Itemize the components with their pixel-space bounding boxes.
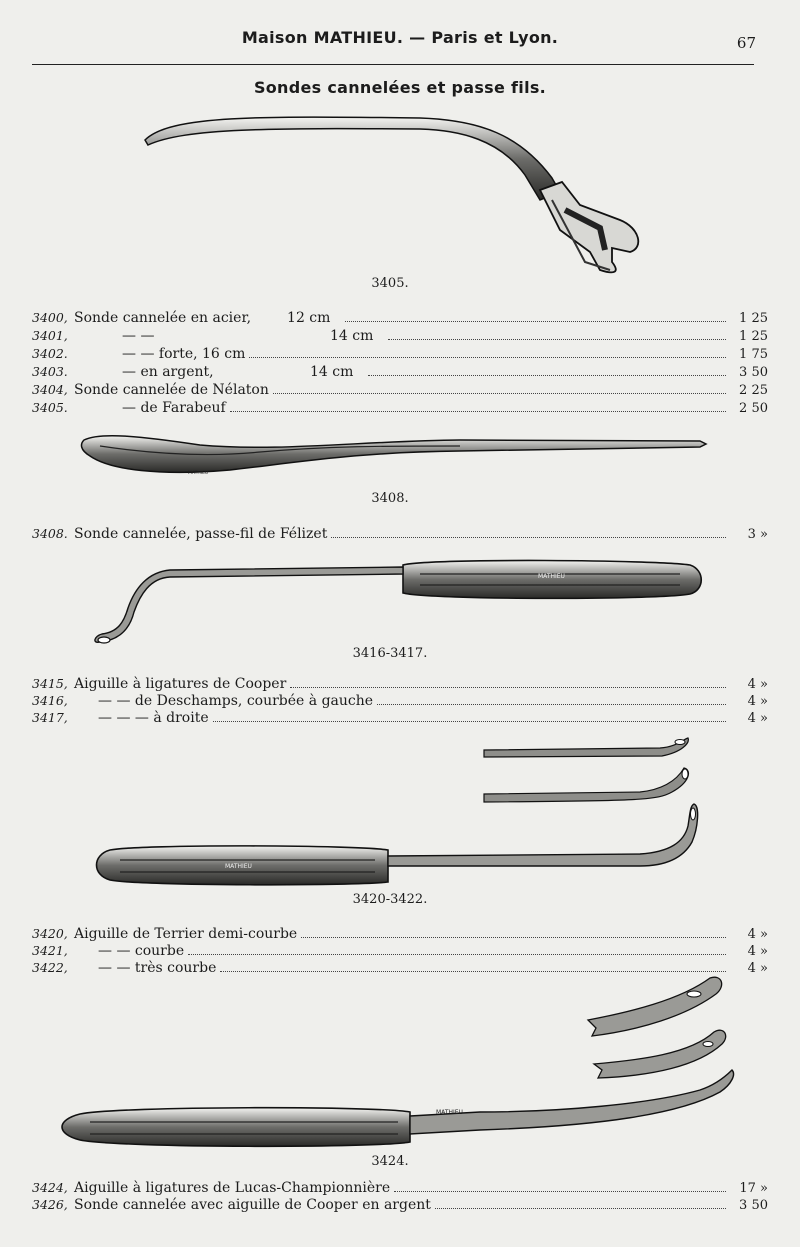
item-description: — en argent, (122, 364, 214, 380)
leader-dots (331, 526, 726, 538)
catalog-row (32, 526, 768, 544)
item-ref: 3415, (32, 676, 68, 691)
catalog-row (32, 310, 768, 328)
item-ref: 3408. (32, 526, 68, 541)
catalog-row (32, 1197, 768, 1215)
item-ref: 3400, (32, 310, 68, 325)
item-size: 14 cm (330, 328, 374, 344)
catalog-row (32, 960, 768, 978)
page-header-title: Maison MATHIEU. — Paris et Lyon. (241, 28, 559, 47)
item-price: 4 » (747, 927, 768, 942)
illustration-farabeuf-probe (145, 117, 638, 272)
item-ref: 3426, (32, 1197, 68, 1212)
item-price: 2 50 (739, 401, 768, 416)
item-ref: 3402. (32, 346, 68, 361)
catalog-row (32, 1180, 768, 1198)
illustration-deschamps-needle (95, 560, 701, 643)
item-ref: 3421, (32, 943, 68, 958)
figure-caption-3416: 3416-3417. (352, 646, 428, 661)
catalog-row (32, 382, 768, 400)
item-ref: 3422, (32, 960, 68, 975)
illustration-terrier-needle (97, 804, 698, 885)
leader-dots (301, 926, 726, 938)
item-description: — — (122, 328, 155, 344)
item-ref: 3403. (32, 364, 68, 379)
item-description: Sonde cannelée avec aiguille de Cooper en argent (74, 1197, 431, 1213)
item-price: 2 25 (739, 383, 768, 398)
item-ref: 3401, (32, 328, 68, 343)
leader-dots (230, 400, 726, 412)
catalog-row (32, 926, 768, 944)
illustration-felizet-probe (82, 436, 706, 476)
leader-dots (388, 328, 726, 340)
item-price: 3 » (747, 527, 768, 542)
leader-dots (368, 364, 726, 376)
item-price: 17 » (739, 1181, 768, 1196)
engraving-mark-3424: MATHIEU (436, 1109, 463, 1116)
item-price: 3 50 (739, 365, 768, 380)
item-price: 4 » (747, 961, 768, 976)
item-description: Sonde cannelée, passe-fil de Félizet (74, 526, 328, 542)
catalog-row (32, 710, 768, 728)
page-number: 67 (736, 34, 756, 52)
catalog-row (32, 676, 768, 694)
item-description: Aiguille à ligatures de Cooper (74, 676, 287, 692)
item-description: — — courbe (98, 943, 185, 959)
leader-dots (345, 310, 726, 322)
section-title: Sondes cannelées et passe fils. (253, 78, 547, 97)
item-price: 4 » (747, 944, 768, 959)
leader-dots (290, 676, 726, 688)
engraving-mark-3420: MATHIEU (225, 863, 252, 870)
leader-dots (377, 693, 726, 705)
illustration-lucas-tips (588, 977, 726, 1078)
item-price: 4 » (747, 711, 768, 726)
item-price: 1 75 (739, 347, 768, 362)
leader-dots (273, 382, 726, 394)
item-size: 14 cm (310, 364, 354, 380)
leader-dots (435, 1197, 726, 1209)
item-description: Aiguille à ligatures de Lucas-Championnière (74, 1180, 391, 1196)
illustration-lucas-needle (62, 1070, 734, 1146)
catalog-row (32, 400, 768, 418)
engraving-mark-3416: MATHIEU (538, 573, 565, 580)
leader-dots (220, 960, 726, 972)
item-description: — — — à droite (98, 710, 209, 726)
catalog-row (32, 364, 768, 382)
item-price: 1 25 (739, 311, 768, 326)
figure-caption-3405: 3405. (371, 276, 409, 291)
item-price: 3 50 (739, 1198, 768, 1213)
engraving-mark-3408: MATHIEU (188, 471, 209, 476)
item-ref: 3420, (32, 926, 68, 941)
catalog-row (32, 328, 768, 346)
item-ref: 3405. (32, 400, 68, 415)
leader-dots (188, 943, 726, 955)
item-ref: 3424, (32, 1180, 68, 1195)
item-description: — — très courbe (98, 960, 217, 976)
item-description: Sonde cannelée de Nélaton (74, 382, 269, 398)
catalog-row (32, 346, 768, 364)
figure-caption-3424: 3424. (371, 1154, 409, 1169)
item-ref: 3417, (32, 710, 68, 725)
item-description: Aiguille de Terrier demi-courbe (74, 926, 298, 942)
item-size: 12 cm (287, 310, 331, 326)
leader-dots (394, 1180, 726, 1192)
catalog-row (32, 943, 768, 961)
leader-dots (213, 710, 726, 722)
item-ref: 3416, (32, 693, 68, 708)
item-description: — — forte, 16 cm (122, 346, 246, 362)
catalog-row (32, 693, 768, 711)
item-price: 4 » (747, 677, 768, 692)
item-price: 1 25 (739, 329, 768, 344)
item-ref: 3404, (32, 382, 68, 397)
item-price: 4 » (747, 694, 768, 709)
figure-caption-3408: 3408. (371, 491, 409, 506)
figure-caption-3420: 3420-3422. (352, 892, 428, 907)
item-description: — de Farabeuf (122, 400, 226, 416)
item-description: Sonde cannelée en acier, (74, 310, 252, 326)
leader-dots (249, 346, 726, 358)
illustration-terrier-tips (484, 738, 688, 802)
item-description: — — de Deschamps, courbée à gauche (98, 693, 374, 709)
